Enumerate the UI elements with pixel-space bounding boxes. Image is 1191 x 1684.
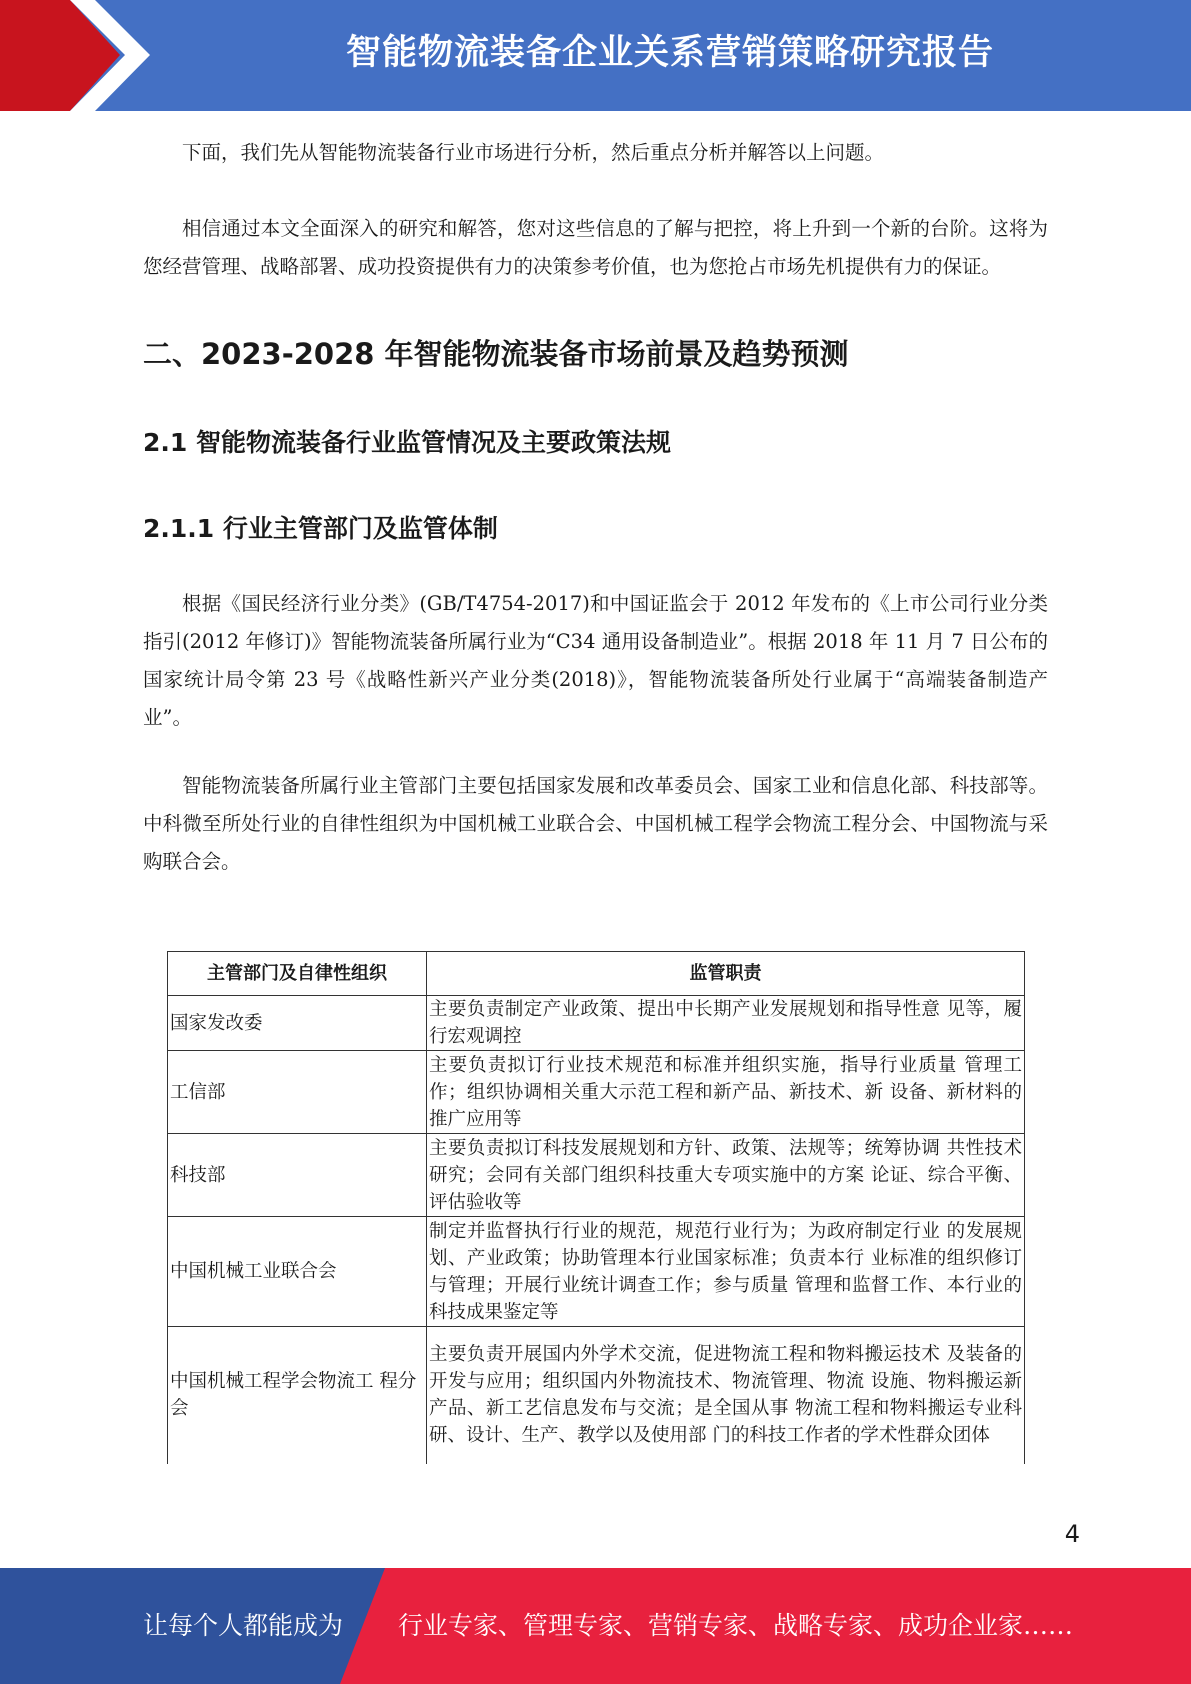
table-row bbox=[168, 1217, 1025, 1327]
table-cell-org: 工信部 bbox=[168, 1051, 427, 1134]
table-row bbox=[168, 1134, 1025, 1217]
table-cell-duty: 制定并监督执行行业的规范，规范行业行为；为政府制定行业 的发展规划、产业政策；协助管理本行业国家标准；负责本行 业标准的组织修订与管理；开展行业统计调查工作；参与质量 管理和监督工作、本行业的科技成果鉴定等 bbox=[427, 1217, 1025, 1327]
table-header-org: 主管部门及自律性组织 bbox=[168, 952, 427, 996]
page-footer bbox=[0, 1568, 1191, 1684]
table-cell-duty: 主要负责开展国内外学术交流，促进物流工程和物料搬运技术 及装备的开发与应用；组织国内外物流技术、物流管理、物流 设施、物料搬运新产品、新工艺信息发布与交流；是全国从事 物流工程和物料搬运专业科研、设计、生产、教学以及使用部 门的科技工作者的学术性群众团体 bbox=[427, 1327, 1025, 1464]
table-cell-org: 科技部 bbox=[168, 1134, 427, 1217]
intro-paragraph: 下面，我们先从智能物流装备行业市场进行分析，然后重点分析并解答以上问题。 bbox=[182, 141, 885, 164]
table-row bbox=[168, 996, 1025, 1051]
table-cell-duty: 主要负责拟订行业技术规范和标准并组织实施，指导行业质量 管理工作；组织协调相关重大示范工程和新产品、新技术、新 设备、新材料的推广应用等 bbox=[427, 1051, 1025, 1134]
report-title: 智能物流装备企业关系营销策略研究报告 bbox=[345, 33, 994, 73]
table-header-row bbox=[168, 952, 1025, 996]
table-row bbox=[168, 1327, 1025, 1464]
table-row bbox=[168, 1051, 1025, 1134]
classification-paragraph: 根据《国民经济行业分类》(GB/T4754-2017)和中国证监会于 2012 年发布的《上市公司行业分类指引(2012 年修订)》智能物流装备所属行业为“C34 通用设备制造业”。根据 2018 年 11 月 7 日公布的国家统计局令第 23 号《战略性新兴产业分类(2018)》，智能物流装备所处行业属于“高端装备制造产业”。 bbox=[143, 592, 1048, 729]
footer-slogan-right: 行业专家、管理专家、营销专家、战略专家、成功企业家…… bbox=[398, 1611, 1074, 1640]
trust-paragraph: 相信通过本文全面深入的研究和解答，您对这些信息的了解与把控，将上升到一个新的台阶。这将为您经营管理、战略部署、成功投资提供有力的决策参考价值，也为您抢占市场先机提供有力的保证。 bbox=[143, 217, 1048, 278]
main-content bbox=[143, 130, 1048, 881]
header-chevron-icon bbox=[0, 0, 150, 111]
table-cell-org: 中国机械工业联合会 bbox=[168, 1217, 427, 1327]
subsection-heading: 2.1 智能物流装备行业监管情况及主要政策法规 bbox=[143, 428, 671, 457]
page-number: 4 bbox=[1064, 1520, 1080, 1548]
authority-paragraph: 智能物流装备所属行业主管部门主要包括国家发展和改革委员会、国家工业和信息化部、科技部等。中科微至所处行业的自律性组织为中国机械工业联合会、中国机械工程学会物流工程分会、中国物流与采购联合会。 bbox=[143, 774, 1048, 873]
table-cell-duty: 主要负责制定产业政策、提出中长期产业发展规划和指导性意 见等，履行宏观调控 bbox=[427, 996, 1025, 1051]
table-cell-org: 国家发改委 bbox=[168, 996, 427, 1051]
table-header-duty: 监管职责 bbox=[427, 952, 1025, 996]
page-header bbox=[0, 0, 1191, 111]
footer-slogan-left: 让每个人都能成为 bbox=[143, 1611, 344, 1640]
subsubsection-heading: 2.1.1 行业主管部门及监管体制 bbox=[143, 514, 498, 543]
regulation-table bbox=[167, 951, 1025, 1464]
table-cell-org: 中国机械工程学会物流工 程分会 bbox=[168, 1327, 427, 1464]
section-heading: 二、2023-2028 年智能物流装备市场前景及趋势预测 bbox=[143, 337, 849, 371]
table-cell-duty: 主要负责拟订科技发展规划和方针、政策、法规等；统筹协调 共性技术研究；会同有关部门组织科技重大专项实施中的方案 论证、综合平衡、评估验收等 bbox=[427, 1134, 1025, 1217]
